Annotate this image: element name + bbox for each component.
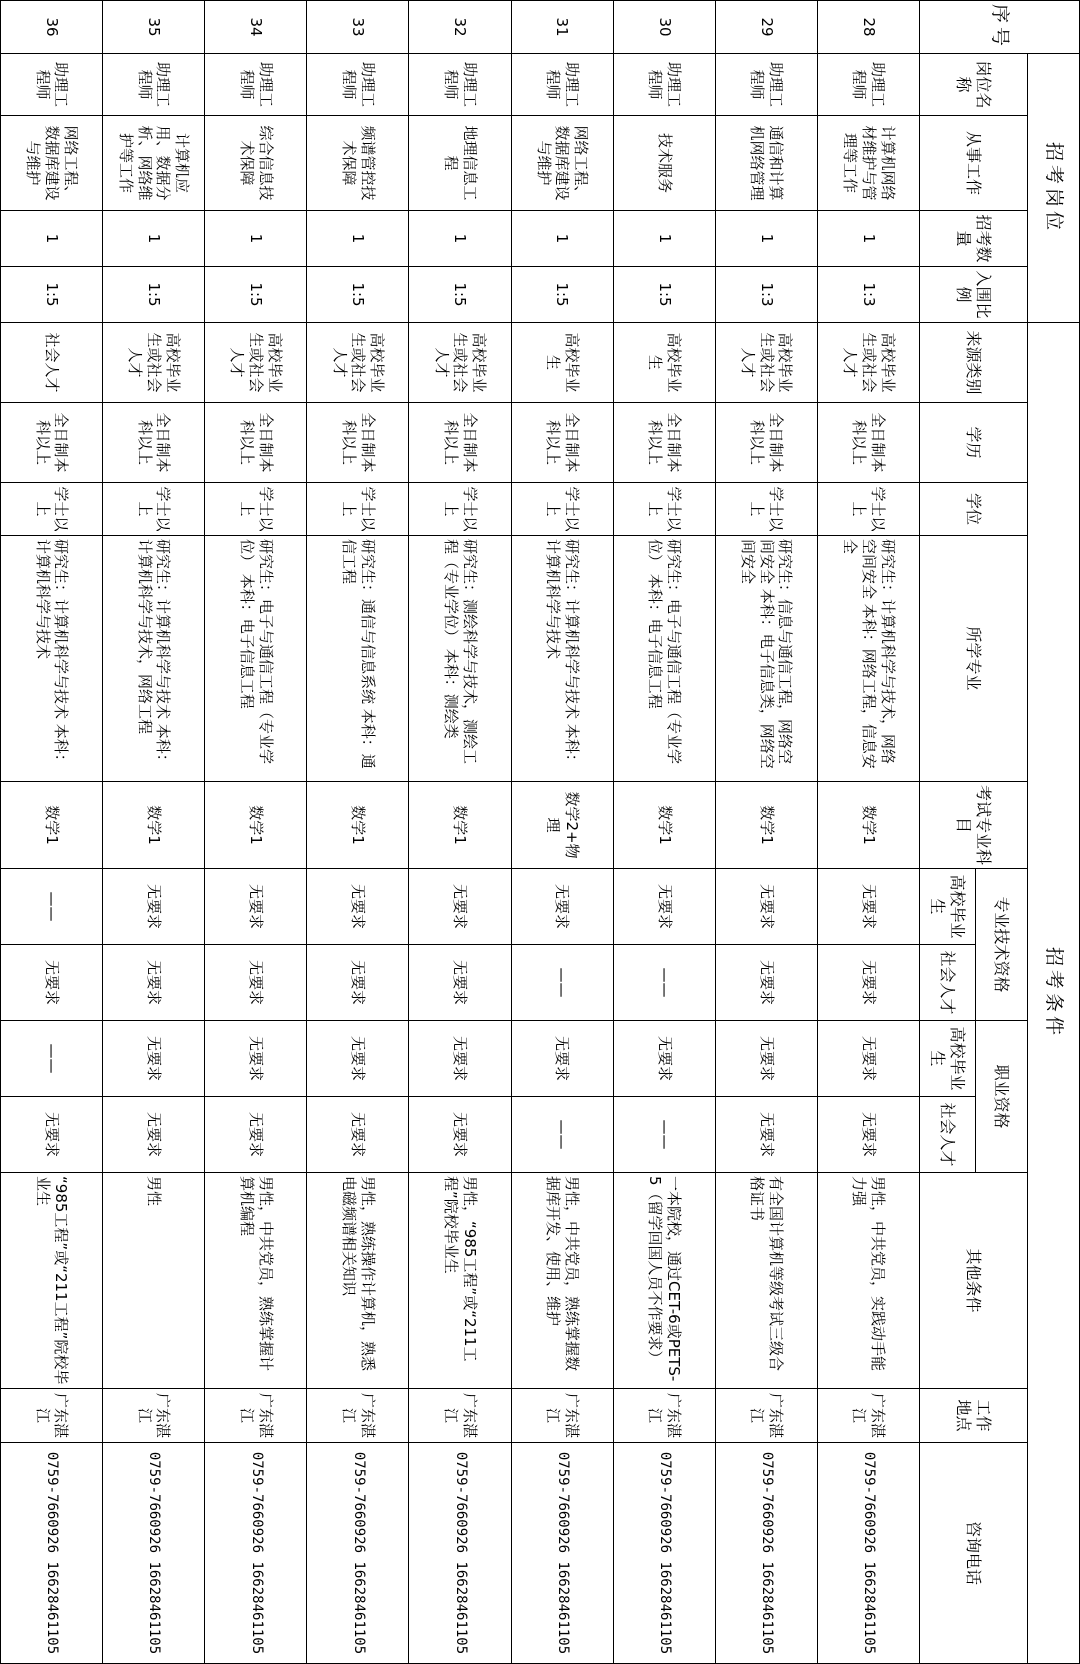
cell-exam: 数学1 (613, 782, 715, 869)
cell-voc-grad: 无要求 (409, 1021, 511, 1097)
cell-degree: 学士以上 (205, 483, 307, 536)
cell-tech-grad: —— (1, 869, 103, 945)
header-phone: 咨询电话 (920, 1443, 1028, 1664)
table-row (307, 1, 409, 1664)
cell-post-name: 助理工程师 (307, 54, 409, 116)
cell-tech-grad: 无要求 (409, 869, 511, 945)
cell-tech-grad: 无要求 (613, 869, 715, 945)
cell-tech-grad: 无要求 (103, 869, 205, 945)
cell-degree: 学士以上 (307, 483, 409, 536)
cell-degree: 学士以上 (715, 483, 817, 536)
table-row (103, 1, 205, 1664)
cell-other: 男性，中共党员，熟练掌握数据库开发、使用、维护 (511, 1173, 613, 1389)
cell-phone: 0759-7660926 16628461105 (817, 1443, 919, 1664)
cell-seq: 33 (307, 1, 409, 54)
cell-voc-social: 无要求 (409, 1097, 511, 1173)
cell-location: 广东湛江 (817, 1389, 919, 1443)
cell-phone: 0759-7660926 16628461105 (409, 1443, 511, 1664)
cell-exam: 数学1 (307, 782, 409, 869)
cell-other: “985工程”或“211工程”院校毕业生 (1, 1173, 103, 1389)
cell-exam: 数学1 (409, 782, 511, 869)
cell-exam: 数学1 (1, 782, 103, 869)
cell-count: 1 (817, 211, 919, 267)
cell-tech-grad: 无要求 (307, 869, 409, 945)
cell-location: 广东湛江 (409, 1389, 511, 1443)
cell-voc-social: —— (511, 1097, 613, 1173)
cell-tech-social: 无要求 (307, 945, 409, 1021)
cell-major: 研究生：测绘科学与技术，测绘工程（专业学位） 本科：测绘类 (409, 536, 511, 782)
cell-source: 高校毕业生或社会人才 (715, 323, 817, 403)
cell-voc-social: 无要求 (103, 1097, 205, 1173)
cell-location: 广东湛江 (1, 1389, 103, 1443)
cell-ratio: 1:5 (307, 267, 409, 323)
cell-post-name: 助理工程师 (715, 54, 817, 116)
cell-major: 研究生：计算机科学与技术 本科：计算机科学与技术 (1, 536, 103, 782)
cell-voc-social: 无要求 (307, 1097, 409, 1173)
cell-post-name: 助理工程师 (103, 54, 205, 116)
cell-location: 广东湛江 (205, 1389, 307, 1443)
cell-work: 频谱管控技术保障 (307, 116, 409, 211)
cell-education: 全日制本科以上 (511, 403, 613, 483)
cell-education: 全日制本科以上 (613, 403, 715, 483)
cell-exam: 数学1 (715, 782, 817, 869)
cell-education: 全日制本科以上 (817, 403, 919, 483)
cell-phone: 0759-7660926 16628461105 (511, 1443, 613, 1664)
cell-tech-social: 无要求 (409, 945, 511, 1021)
cell-location: 广东湛江 (307, 1389, 409, 1443)
table-row (613, 1, 715, 1664)
cell-work: 技术服务 (613, 116, 715, 211)
cell-degree: 学士以上 (409, 483, 511, 536)
cell-work: 地理信息工程 (409, 116, 511, 211)
header-degree: 学位 (920, 483, 1028, 536)
table-row (511, 1, 613, 1664)
header-group-post: 招考岗位 (1028, 54, 1080, 323)
cell-location: 广东湛江 (103, 1389, 205, 1443)
cell-location: 广东湛江 (715, 1389, 817, 1443)
cell-phone: 0759-7660926 16628461105 (613, 1443, 715, 1664)
cell-other: 男性 (103, 1173, 205, 1389)
header-ratio: 入围比例 (920, 267, 1028, 323)
cell-ratio: 1:5 (409, 267, 511, 323)
cell-seq: 31 (511, 1, 613, 54)
cell-voc-social: 无要求 (1, 1097, 103, 1173)
cell-tech-social: 无要求 (715, 945, 817, 1021)
cell-voc-social: 无要求 (205, 1097, 307, 1173)
cell-major: 研究生：通信与信息系统 本科：通信工程 (307, 536, 409, 782)
cell-other: 一本院校，通过CET-6或PETS-5（留学回国人员不作要求） (613, 1173, 715, 1389)
cell-post-name: 助理工程师 (409, 54, 511, 116)
cell-source: 社会人才 (1, 323, 103, 403)
cell-education: 全日制本科以上 (205, 403, 307, 483)
header-count: 招考数量 (920, 211, 1028, 267)
cell-count: 1 (715, 211, 817, 267)
cell-count: 1 (205, 211, 307, 267)
cell-location: 广东湛江 (613, 1389, 715, 1443)
cell-count: 1 (409, 211, 511, 267)
cell-voc-grad: 无要求 (511, 1021, 613, 1097)
cell-source: 高校毕业生或社会人才 (205, 323, 307, 403)
header-major: 所学专业 (920, 536, 1028, 782)
header-voc-social: 社会人才 (920, 1097, 976, 1173)
cell-education: 全日制本科以上 (103, 403, 205, 483)
cell-voc-grad: 无要求 (817, 1021, 919, 1097)
cell-education: 全日制本科以上 (715, 403, 817, 483)
cell-degree: 学士以上 (613, 483, 715, 536)
cell-seq: 29 (715, 1, 817, 54)
header-tech-social: 社会人才 (920, 945, 976, 1021)
cell-source: 高校毕业生或社会人才 (307, 323, 409, 403)
cell-tech-social: 无要求 (1, 945, 103, 1021)
cell-voc-social: 无要求 (715, 1097, 817, 1173)
cell-source: 高校毕业生或社会人才 (817, 323, 919, 403)
header-group-conditions: 招考条件 (1028, 323, 1080, 1664)
cell-tech-grad: 无要求 (817, 869, 919, 945)
table-row (817, 1, 919, 1664)
header-voc-grad: 高校毕业生 (920, 1021, 976, 1097)
cell-exam: 数学1 (205, 782, 307, 869)
cell-degree: 学士以上 (103, 483, 205, 536)
cell-seq: 35 (103, 1, 205, 54)
cell-exam: 数学1 (817, 782, 919, 869)
cell-other: 男性，中共党员，实践动手能力强 (817, 1173, 919, 1389)
header-vocational-qualification: 职业资格 (976, 1021, 1028, 1173)
header-tech-grad: 高校毕业生 (920, 869, 976, 945)
cell-voc-grad: 无要求 (613, 1021, 715, 1097)
table-row (1, 1, 103, 1664)
cell-ratio: 1:3 (715, 267, 817, 323)
cell-source: 高校毕业生或社会人才 (103, 323, 205, 403)
cell-voc-grad: 无要求 (307, 1021, 409, 1097)
cell-post-name: 助理工程师 (817, 54, 919, 116)
cell-work: 综合信息技术保障 (205, 116, 307, 211)
cell-phone: 0759-7660926 16628461105 (1, 1443, 103, 1664)
cell-seq: 36 (1, 1, 103, 54)
cell-seq: 30 (613, 1, 715, 54)
cell-tech-social: —— (613, 945, 715, 1021)
cell-major: 研究生：计算机科学与技术，网络空间安全 本科：网络工程，信息安全 (817, 536, 919, 782)
cell-education: 全日制本科以上 (307, 403, 409, 483)
cell-work: 网络工程、数据库建设与维护 (511, 116, 613, 211)
cell-exam: 数学2+物理 (511, 782, 613, 869)
header-location: 工作地点 (920, 1389, 1028, 1443)
header-exam: 考试专业科目 (920, 782, 1028, 869)
cell-ratio: 1:3 (817, 267, 919, 323)
cell-post-name: 助理工程师 (205, 54, 307, 116)
cell-tech-grad: 无要求 (511, 869, 613, 945)
cell-post-name: 助理工程师 (613, 54, 715, 116)
header-source: 来源类别 (920, 323, 1028, 403)
cell-count: 1 (1, 211, 103, 267)
header-seq: 序号 (920, 1, 1080, 54)
cell-ratio: 1:5 (103, 267, 205, 323)
cell-source: 高校毕业生 (511, 323, 613, 403)
header-tech-qualification: 专业技术资格 (976, 869, 1028, 1021)
cell-other: 有全国计算机等级考试三级合格证书 (715, 1173, 817, 1389)
cell-phone: 0759-7660926 16628461105 (715, 1443, 817, 1664)
cell-ratio: 1:5 (205, 267, 307, 323)
cell-other: 男性，熟练操作计算机，熟悉电磁频谱相关知识 (307, 1173, 409, 1389)
cell-work: 网络工程、数据库建设与维护 (1, 116, 103, 211)
cell-seq: 28 (817, 1, 919, 54)
cell-count: 1 (511, 211, 613, 267)
header-education: 学历 (920, 403, 1028, 483)
cell-count: 1 (307, 211, 409, 267)
cell-degree: 学士以上 (511, 483, 613, 536)
cell-voc-social: —— (613, 1097, 715, 1173)
cell-major: 研究生：电子与通信工程（专业学位） 本科：电子信息工程 (205, 536, 307, 782)
cell-other: 男性，中共党员，熟练掌握计算机编程 (205, 1173, 307, 1389)
cell-count: 1 (613, 211, 715, 267)
cell-work: 计算机网络材维护与管理等工作 (817, 116, 919, 211)
cell-seq: 32 (409, 1, 511, 54)
cell-other: 男性，“985工程”或“211工程”院校毕业生 (409, 1173, 511, 1389)
cell-work: 通信和计算机网络管理 (715, 116, 817, 211)
cell-source: 高校毕业生或社会人才 (409, 323, 511, 403)
header-post-name: 岗位名称 (920, 54, 1028, 116)
table-row (205, 1, 307, 1664)
cell-work: 计算机应用、数据分析、网络维护等工作 (103, 116, 205, 211)
cell-ratio: 1:5 (511, 267, 613, 323)
header-work: 从事工作 (920, 116, 1028, 211)
cell-post-name: 助理工程师 (1, 54, 103, 116)
cell-tech-social: 无要求 (205, 945, 307, 1021)
cell-tech-social: 无要求 (103, 945, 205, 1021)
cell-ratio: 1:5 (613, 267, 715, 323)
cell-ratio: 1:5 (1, 267, 103, 323)
cell-major: 研究生：计算机科学与技术 本科：计算机科学与技术，网络工程 (103, 536, 205, 782)
cell-voc-grad: —— (1, 1021, 103, 1097)
cell-degree: 学士以上 (1, 483, 103, 536)
cell-degree: 学士以上 (817, 483, 919, 536)
cell-phone: 0759-7660926 16628461105 (307, 1443, 409, 1664)
cell-voc-social: 无要求 (817, 1097, 919, 1173)
cell-seq: 34 (205, 1, 307, 54)
cell-exam: 数学1 (103, 782, 205, 869)
cell-tech-social: 无要求 (817, 945, 919, 1021)
cell-education: 全日制本科以上 (1, 403, 103, 483)
cell-phone: 0759-7660926 16628461105 (103, 1443, 205, 1664)
cell-major: 研究生：计算机科学与技术 本科：计算机科学与技术 (511, 536, 613, 782)
cell-tech-social: —— (511, 945, 613, 1021)
cell-voc-grad: 无要求 (205, 1021, 307, 1097)
table-row (715, 1, 817, 1664)
cell-phone: 0759-7660926 16628461105 (205, 1443, 307, 1664)
cell-source: 高校毕业生 (613, 323, 715, 403)
cell-tech-grad: 无要求 (715, 869, 817, 945)
cell-location: 广东湛江 (511, 1389, 613, 1443)
cell-post-name: 助理工程师 (511, 54, 613, 116)
table-row (409, 1, 511, 1664)
cell-major: 研究生：电子与通信工程（专业学位） 本科：电子信息工程 (613, 536, 715, 782)
cell-tech-grad: 无要求 (205, 869, 307, 945)
header-other: 其他条件 (920, 1173, 1028, 1389)
cell-voc-grad: 无要求 (103, 1021, 205, 1097)
cell-voc-grad: 无要求 (715, 1021, 817, 1097)
cell-count: 1 (103, 211, 205, 267)
cell-education: 全日制本科以上 (409, 403, 511, 483)
cell-major: 研究生：信息与通信工程，网络空间安全 本科：电子信息类，网络空间安全 (715, 536, 817, 782)
